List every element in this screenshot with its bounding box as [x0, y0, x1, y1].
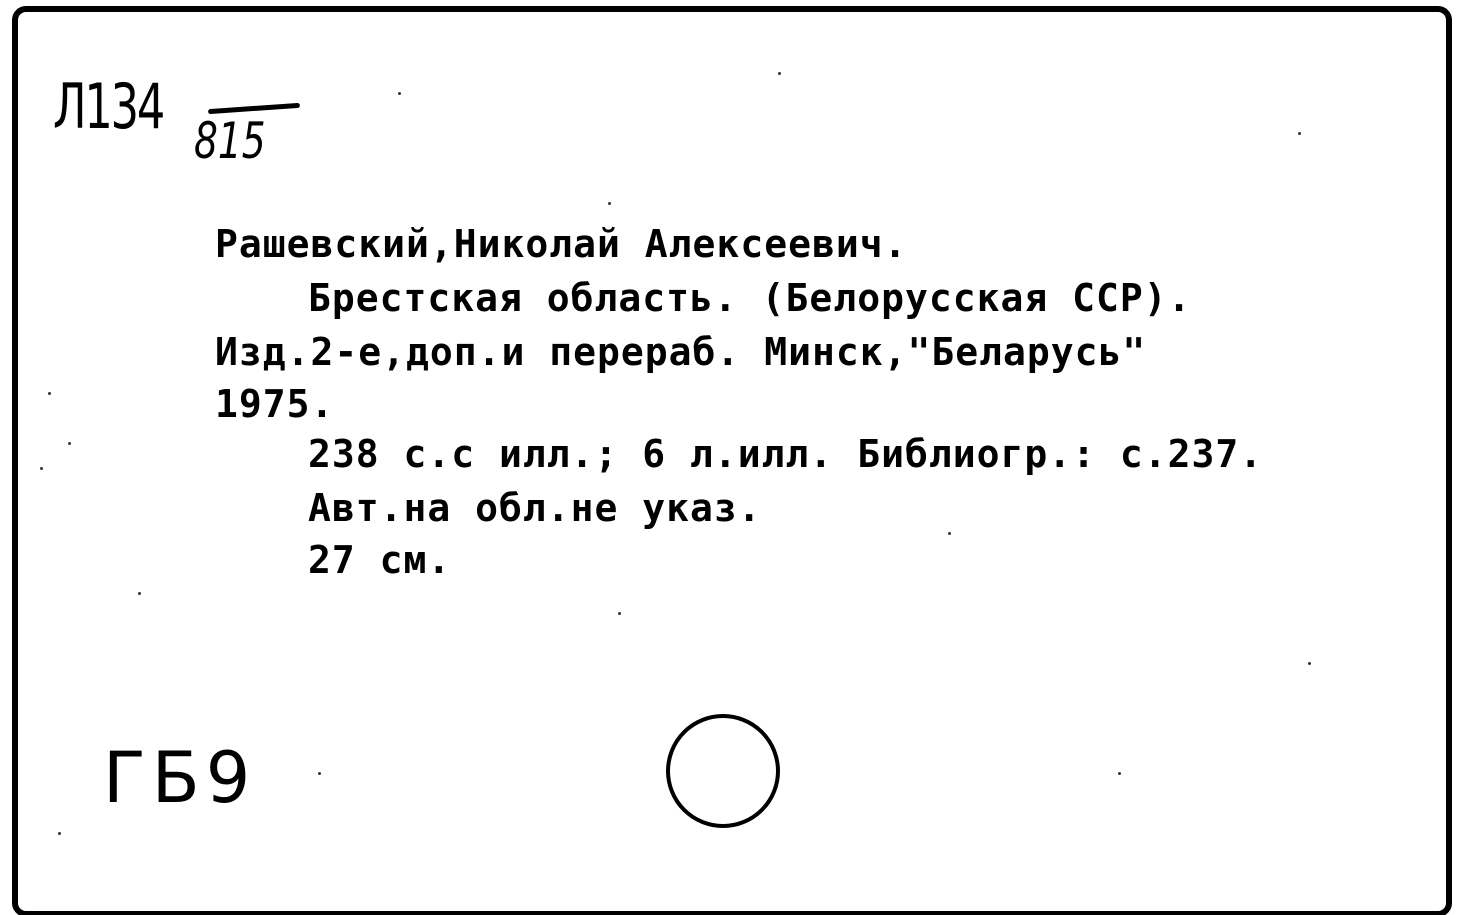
- author-line: Рашевский,Николай Алексеевич.: [215, 222, 908, 266]
- scan-speck: [318, 772, 321, 775]
- scan-speck: [1298, 132, 1301, 135]
- stamp-code: ГБ9: [103, 737, 257, 819]
- scan-speck: [48, 392, 51, 395]
- title-line: Брестская область. (Белорусская ССР).: [308, 276, 1192, 320]
- shelf-mark: Л134: [53, 70, 164, 143]
- scan-speck: [138, 592, 141, 595]
- catalog-card: [12, 6, 1452, 915]
- scan-speck: [948, 532, 951, 535]
- year-line: 1975.: [215, 382, 335, 426]
- scan-speck: [608, 202, 611, 205]
- size-line: 27 см.: [308, 538, 452, 582]
- pages-line: 238 с.с илл.; 6 л.илл. Библиогр.: с.237.: [308, 432, 1264, 476]
- scan-speck: [618, 612, 621, 615]
- scan-speck: [1308, 662, 1311, 665]
- scan-speck: [778, 72, 781, 75]
- scan-speck: [1118, 772, 1121, 775]
- scan-speck: [40, 467, 43, 470]
- scan-speck: [68, 442, 71, 445]
- scan-speck: [58, 832, 61, 835]
- shelf-mark-fraction: 815: [194, 112, 266, 170]
- scan-speck: [398, 92, 401, 95]
- author-note-line: Авт.на обл.не указ.: [308, 486, 762, 530]
- card-punch-hole: [666, 714, 780, 828]
- edition-line: Изд.2-е,доп.и перераб. Минск,"Беларусь": [215, 330, 1147, 374]
